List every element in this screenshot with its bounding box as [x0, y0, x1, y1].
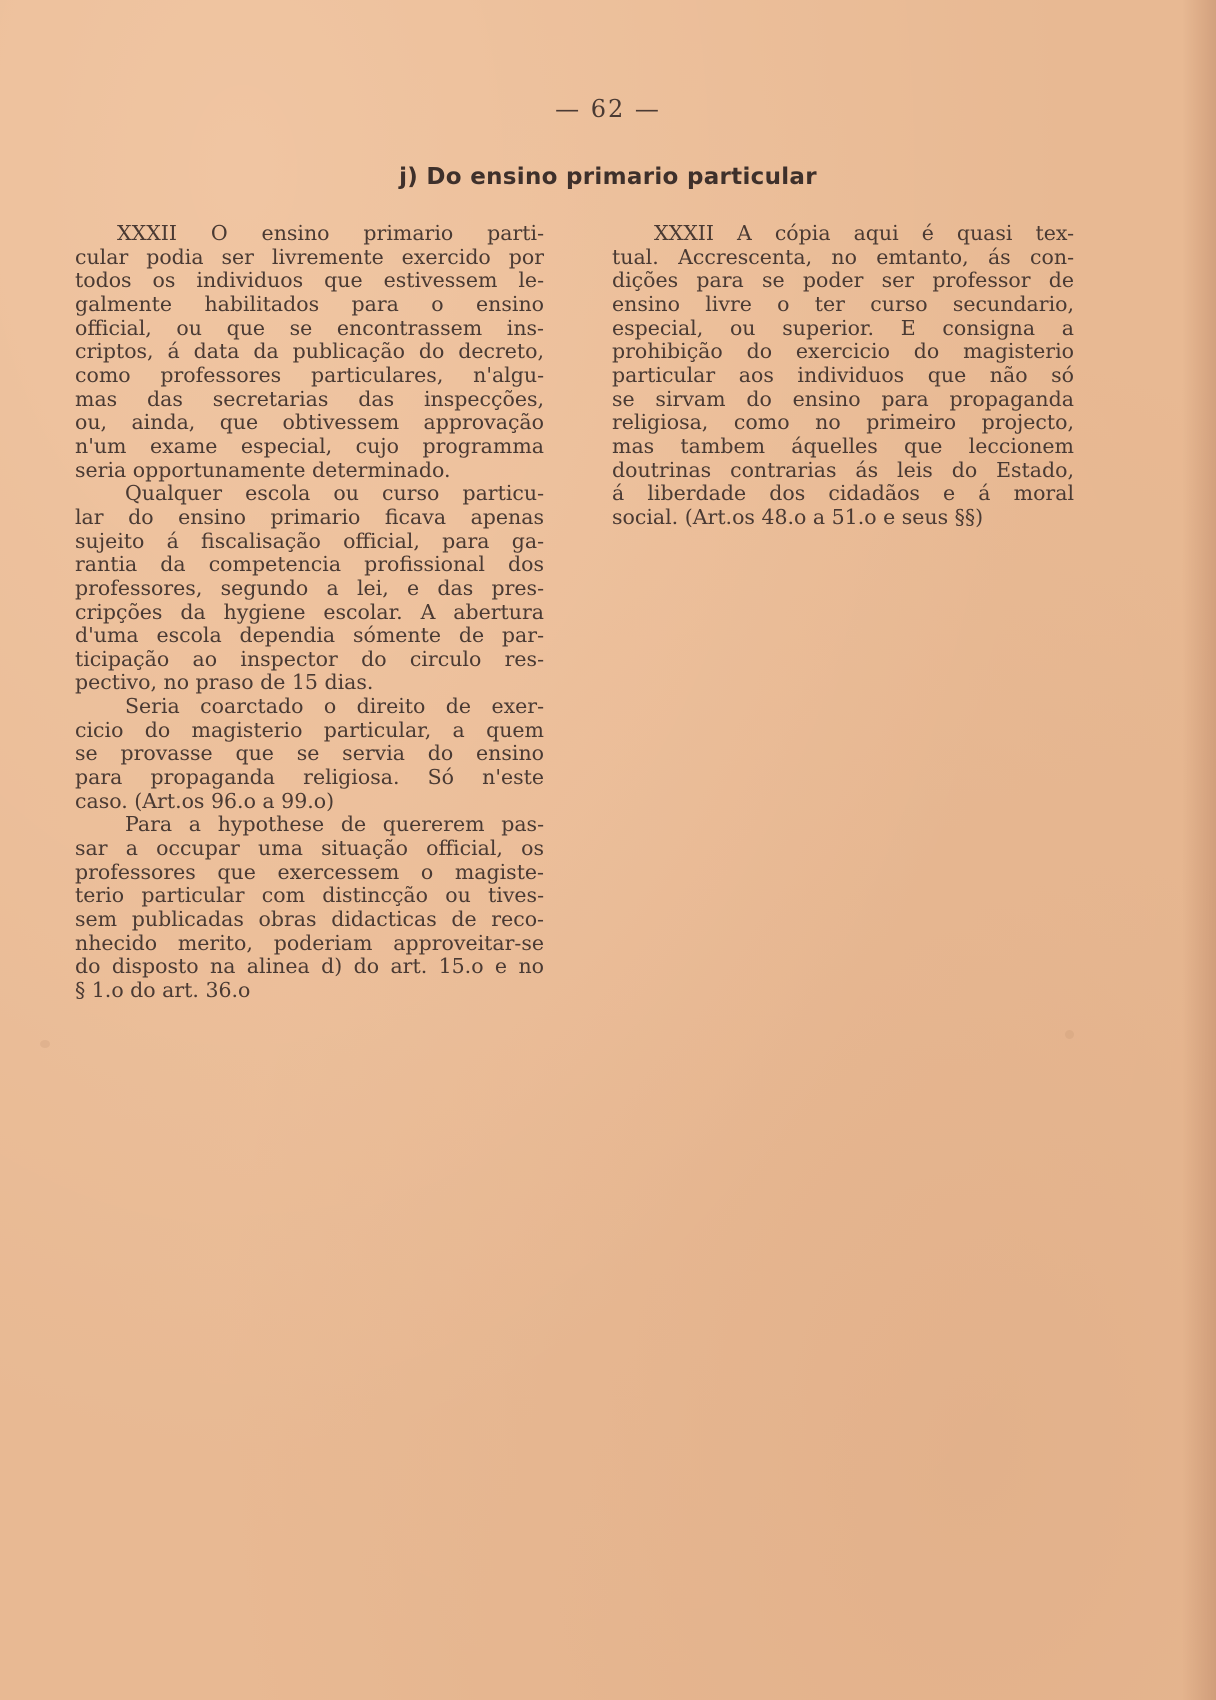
text-line: mas tambem áquelles que leccionem [612, 434, 1074, 458]
text-line: sem publicadas obras didacticas de reco- [75, 908, 544, 932]
text-line: se provasse que se servia do ensino [75, 742, 544, 766]
page-number: — 62 — [555, 95, 661, 123]
left-column [75, 222, 544, 1003]
text-line: ticipação ao inspector do circulo res- [75, 647, 544, 671]
text-line: professores que exercessem o magiste- [75, 860, 544, 884]
text-line: seria opportunamente determinado. [75, 458, 451, 482]
text-line: como professores particulares, n'algu- [75, 363, 544, 387]
text-line: do disposto na alinea d) do art. 15.o e no [75, 955, 544, 979]
page-edge-shadow [1182, 0, 1216, 1700]
text-line: § 1.o do art. 36.o [75, 979, 251, 1002]
text-line: criptos, á data da publicação do decreto, [75, 340, 544, 364]
text-line: cripções da hygiene escolar. A abertura [75, 600, 544, 624]
text-line: Seria coarctado o direito de exer- [125, 695, 544, 719]
text-line: XXXII A cópia aqui é quasi tex- [654, 222, 1074, 245]
text-line: cular podia ser livremente exercido por [75, 245, 544, 269]
text-line: Qualquer escola ou curso particu- [125, 482, 544, 506]
text-line: terio particular com distincção ou tives- [75, 884, 544, 908]
text-line: tual. Accrescenta, no emtanto, ás con- [612, 245, 1074, 269]
text-line: d'uma escola dependia sómente de par- [75, 624, 544, 648]
text-line: pectivo, no praso de 15 dias. [75, 671, 374, 695]
text-line: caso. (Art.os 96.o a 99.o) [75, 789, 335, 813]
text-line: XXXII O ensino primario parti- [117, 222, 544, 245]
right-column [612, 222, 1074, 530]
text-line: social. (Art.os 48.o a 51.o e seus §§) [612, 505, 984, 529]
text-line: ensino livre o ter curso secundario, [612, 292, 1074, 316]
text-line: ou, ainda, que obtivessem approvação [75, 411, 544, 435]
section-heading: j) Do ensino primario particular [399, 164, 817, 190]
text-line: sar a occupar uma situação official, os [75, 837, 544, 861]
text-line: todos os individuos que estivessem le- [75, 269, 544, 293]
paper-stain [40, 1040, 50, 1048]
text-line: doutrinas contrarias ás leis do Estado, [612, 458, 1074, 482]
text-line: á liberdade dos cidadãos e á moral [612, 482, 1074, 506]
text-line: se sirvam do ensino para propaganda [612, 387, 1074, 411]
text-line: religiosa, como no primeiro projecto, [612, 411, 1074, 435]
text-line: lar do ensino primario ficava apenas [75, 505, 544, 529]
text-line: dições para se poder ser professor de [612, 269, 1074, 293]
text-line: mas das secretarias das inspecções, [75, 387, 544, 411]
text-line: galmente habilitados para o ensino [75, 292, 544, 316]
text-line: nhecido merito, poderiam approveitar-se [75, 931, 544, 955]
text-line: rantia da competencia profissional dos [75, 553, 544, 577]
text-line: Para a hypothese de quererem pas- [125, 813, 544, 837]
text-line: n'um exame especial, cujo programma [75, 434, 544, 458]
text-line: professores, segundo a lei, e das pres- [75, 576, 544, 600]
text-line: especial, ou superior. E consigna a [612, 316, 1074, 340]
text-line: particular aos individuos que não só [612, 363, 1074, 387]
text-line: para propaganda religiosa. Só n'este [75, 766, 544, 790]
paper-stain [1065, 1030, 1074, 1039]
text-line: prohibição do exercicio do magisterio [612, 340, 1074, 364]
text-line: official, ou que se encontrassem ins- [75, 316, 544, 340]
text-line: cicio do magisterio particular, a quem [75, 718, 544, 742]
text-line: sujeito á fiscalisação official, para ga- [75, 529, 544, 553]
